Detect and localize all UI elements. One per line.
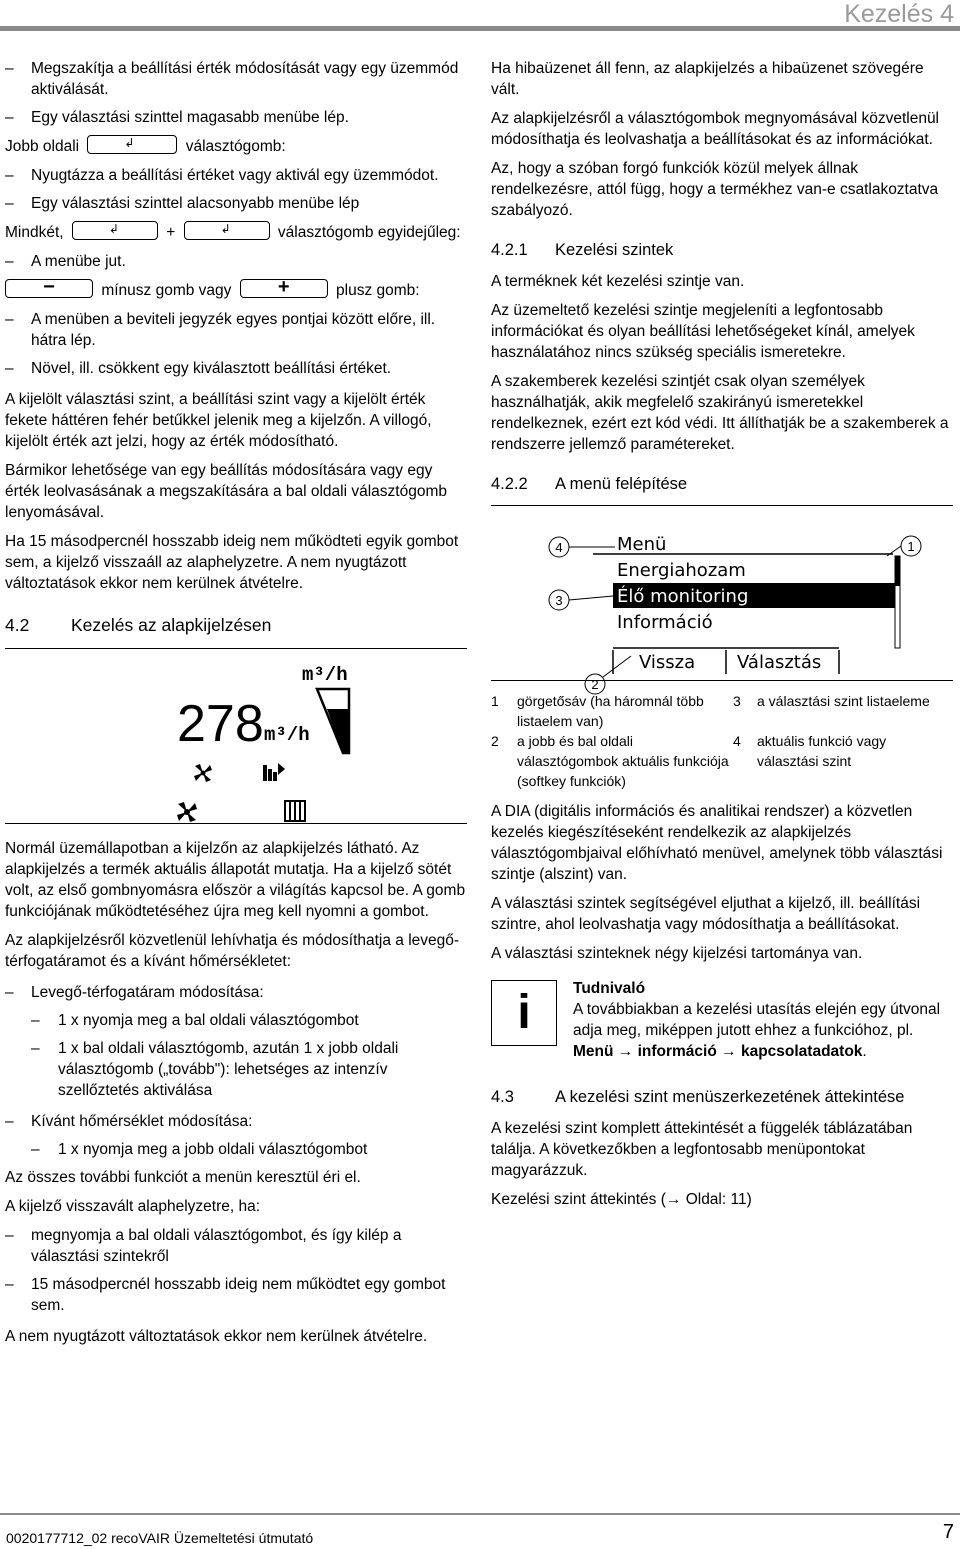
paragraph: Az alapkijelzésről közvetlenül lehívhatja és módosíthatja a levegő-térfogatáramot és a kívánt hőmérsékletet:	[5, 932, 460, 970]
paragraph: A terméknek két kezelési szintje van.	[491, 273, 745, 290]
paragraph: A szakemberek kezelési szintjét csak olyan személyek használhatják, akik megfelelő szakirányú ismeretekkel rendelkeznek, ezért ezt kód védi. Itt állíthatják be a szakemberek a rendszerre jellemző paramétereket.	[491, 373, 949, 453]
cross-reference: Kezelési szint áttekintés (→ Oldal: 11)	[491, 1191, 752, 1208]
chapter-title: Kezelés 4	[844, 0, 954, 28]
section-heading: 4.2 Kezelés az alapkijelzésen	[5, 615, 272, 635]
note-text: A továbbiakban a kezelési utasítás elején egy útvonal adja meg, miképpen jutott ehhez a funkcióhoz, pl. Menü → információ → kapcsolatadatok.	[573, 1001, 941, 1060]
base-display-figure	[5, 648, 467, 824]
paragraph: A kijelző visszavált alaphelyzetre, ha:	[5, 1198, 261, 1215]
paragraph: A DIA (digitális információs és analitikai rendszer) a közvetlen kezelés kiegészítéseként rendelkezik az alapkijelzés választógombjaival előhívható menüvel, amelynek több választási szintje (alszint) van.	[491, 803, 943, 883]
plus-key-icon: +	[240, 279, 328, 298]
list-item: – A menüben a beviteli jegyzék egyes pontjai között előre, ill. hátra lép.	[5, 309, 467, 351]
right-select-key-icon: ↲	[184, 221, 270, 240]
list-item: – A menübe jut.	[5, 251, 467, 272]
list-subitem: – 1 x bal oldali választógomb, azután 1 x jobb oldali választógomb („tovább"): lehetséges az intenzív szellőztetés aktiválása	[5, 1038, 467, 1101]
list-item: – Egy választási szinttel magasabb menübe lép.	[5, 107, 467, 128]
paragraph: Normál üzemállapotban a kijelzőn az alapkijelzés látható. Az alapkijelzés a termék aktuális állapotát mutatja. Ha a kijelző sötét volt, az első gombnyomásra először a világítás kapcsol be. A gomb funkciójának működtetéséhez újra meg kell nyomni a gombot.	[5, 840, 466, 920]
note-title: Tudnivaló	[573, 980, 646, 997]
paragraph: A választási szinteknek négy kijelzési tartománya van.	[491, 945, 863, 962]
heat-exchanger-icon	[263, 763, 285, 781]
paragraph: Ha hibaüzenet áll fenn, az alapkijelzés a hibaüzenet szövegére vált.	[491, 60, 924, 98]
callout-number: 1	[907, 539, 915, 554]
paragraph: A kijelölt választási szint, a beállítási szint vagy a kijelölt érték fekete háttéren fehér betűkkel jelenik meg a kijelzőn. A villogó, kijelölt érték azt jelzi, hogy az érték módosítható.	[5, 391, 432, 450]
left-select-key-icon: ↲	[72, 221, 158, 240]
right-column	[491, 58, 953, 1218]
base-display-illustration	[5, 649, 467, 823]
info-note	[491, 978, 953, 1062]
subsection-heading: 4.3 A kezelési szint menüszerkezetének áttekintése	[491, 1088, 905, 1106]
heater-grid-icon	[285, 801, 305, 821]
airflow-unit: m³/h	[264, 724, 310, 746]
fan-icon	[194, 764, 212, 782]
right-select-key-icon: ↲	[87, 135, 177, 154]
info-icon: i	[491, 980, 557, 1046]
subsection-heading: 4.2.2 A menü felépítése	[491, 475, 688, 493]
callout-number: 4	[555, 540, 563, 555]
page-number: 7	[942, 1521, 954, 1543]
paragraph: Ha 15 másodpercnél hosszabb ideig nem működteti egyik gombot sem, a kijelző visszaáll az alaphelyzetre. A nem nyugtázott változtatások ekkor nem kerülnek átvételre.	[5, 533, 459, 592]
softkey-right-label: Választás	[737, 652, 822, 673]
paragraph: Az üzemeltető kezelési szintje megjeleníti a legfontosabb információkat és olyan beállítási lehetőségeket kínál, amelyek használatához nincs szükség speciális ismeretekre.	[491, 302, 915, 361]
left-column	[5, 58, 467, 1355]
minus-plus-heading: − mínusz gomb vagy + plusz gomb:	[5, 279, 467, 301]
footer-bar	[0, 1513, 960, 1515]
list-item: – 15 másodpercnél hosszabb ideig nem működtet egy gombot sem.	[5, 1274, 467, 1316]
callout-number: 2	[591, 677, 599, 692]
callout-number: 3	[555, 593, 563, 608]
subsection-heading: 4.2.1 Kezelési szintek	[491, 241, 674, 259]
airflow-value: 278	[177, 695, 264, 753]
right-key-heading: Jobb oldali ↲ választógomb:	[5, 136, 286, 155]
fan-icon	[177, 802, 197, 822]
softkey-left-label: Vissza	[639, 652, 696, 673]
list-item: – megnyomja a bal oldali választógombot, és így kilép a választási szintekről	[5, 1225, 467, 1267]
airflow-gauge-icon	[317, 689, 349, 753]
paragraph: Az, hogy a szóban forgó funkciók közül melyek állnak rendelkezésre, attól függ, hogy a termékhez van-e csatlakoztatva szabályozó.	[491, 160, 939, 219]
list-item: – Levegő-térfogatáram módosítása:	[5, 982, 467, 1003]
list-item: – Kívánt hőmérséklet módosítása:	[5, 1111, 467, 1132]
scrollbar-thumb	[895, 556, 900, 586]
menu-structure-figure	[491, 505, 953, 692]
paragraph: A kezelési szint komplett áttekintését a függelék táblázatában találja. A következőkben a legfontosabb menüpontokat magyarázzuk.	[491, 1120, 913, 1179]
list-item: – Egy választási szinttel alacsonyabb menübe lép	[5, 193, 467, 214]
menu-display-illustration	[491, 506, 953, 692]
footer-document: 0020177712_02 recoVAIR Üzemeltetési útmutató	[6, 1530, 314, 1546]
paragraph: Bármikor lehetősége van egy beállítás módosítására vagy egy érték leolvasásának a megszakítására a bal oldali választógomb lenyomásával.	[5, 462, 447, 521]
path-information: információ	[637, 1043, 717, 1060]
path-contact: kapcsolatadatok	[740, 1043, 863, 1060]
list-item: – Megszakítja a beállítási érték módosítását vagy egy üzemmód aktiválását.	[5, 58, 467, 100]
minus-key-icon: −	[5, 279, 93, 298]
list-item: – Nyugtázza a beállítási értéket vagy aktivál egy üzemmódot.	[5, 165, 467, 186]
menu-title: Menü	[617, 534, 667, 555]
paragraph: A választási szintek segítségével eljuthat a kijelző, ill. beállítási szintre, ahol leolvashatja vagy módosíthatja a beállításokat.	[491, 895, 921, 933]
menu-item-selected: Élő monitoring	[617, 586, 749, 607]
list-item: – Növel, ill. csökkent egy kiválasztott beállítási értéket.	[5, 358, 467, 379]
list-subitem: – 1 x nyomja meg a jobb oldali választógombot	[5, 1139, 467, 1160]
both-keys-heading: Mindkét, ↲ + ↲ választógomb egyidejűleg:	[5, 222, 461, 241]
figure-legend: 1 görgetősáv (ha háromnál több listaelem van) 3 a választási szint listaeleme 2 a jobb és bal oldali választógombok aktuális funkciója (softkey funkciók) 4 aktuális funkció vagy választási szint	[491, 693, 930, 789]
header-bar	[0, 26, 960, 31]
paragraph: Az összes további funkciót a menün keresztül éri el.	[5, 1169, 361, 1186]
path-menu: Menü	[573, 1043, 614, 1060]
list-subitem: – 1 x nyomja meg a bal oldali választógombot	[5, 1010, 467, 1031]
menu-item: Energiahozam	[617, 560, 746, 581]
paragraph: A nem nyugtázott változtatások ekkor nem kerülnek átvételre.	[5, 1328, 428, 1345]
paragraph: Az alapkijelzésről a választógombok megnyomásával közvetlenül módosíthatja és leolvashatja a beállításokat és az információkat.	[491, 110, 940, 148]
gauge-unit: m³/h	[302, 664, 348, 686]
menu-item: Információ	[617, 612, 713, 633]
